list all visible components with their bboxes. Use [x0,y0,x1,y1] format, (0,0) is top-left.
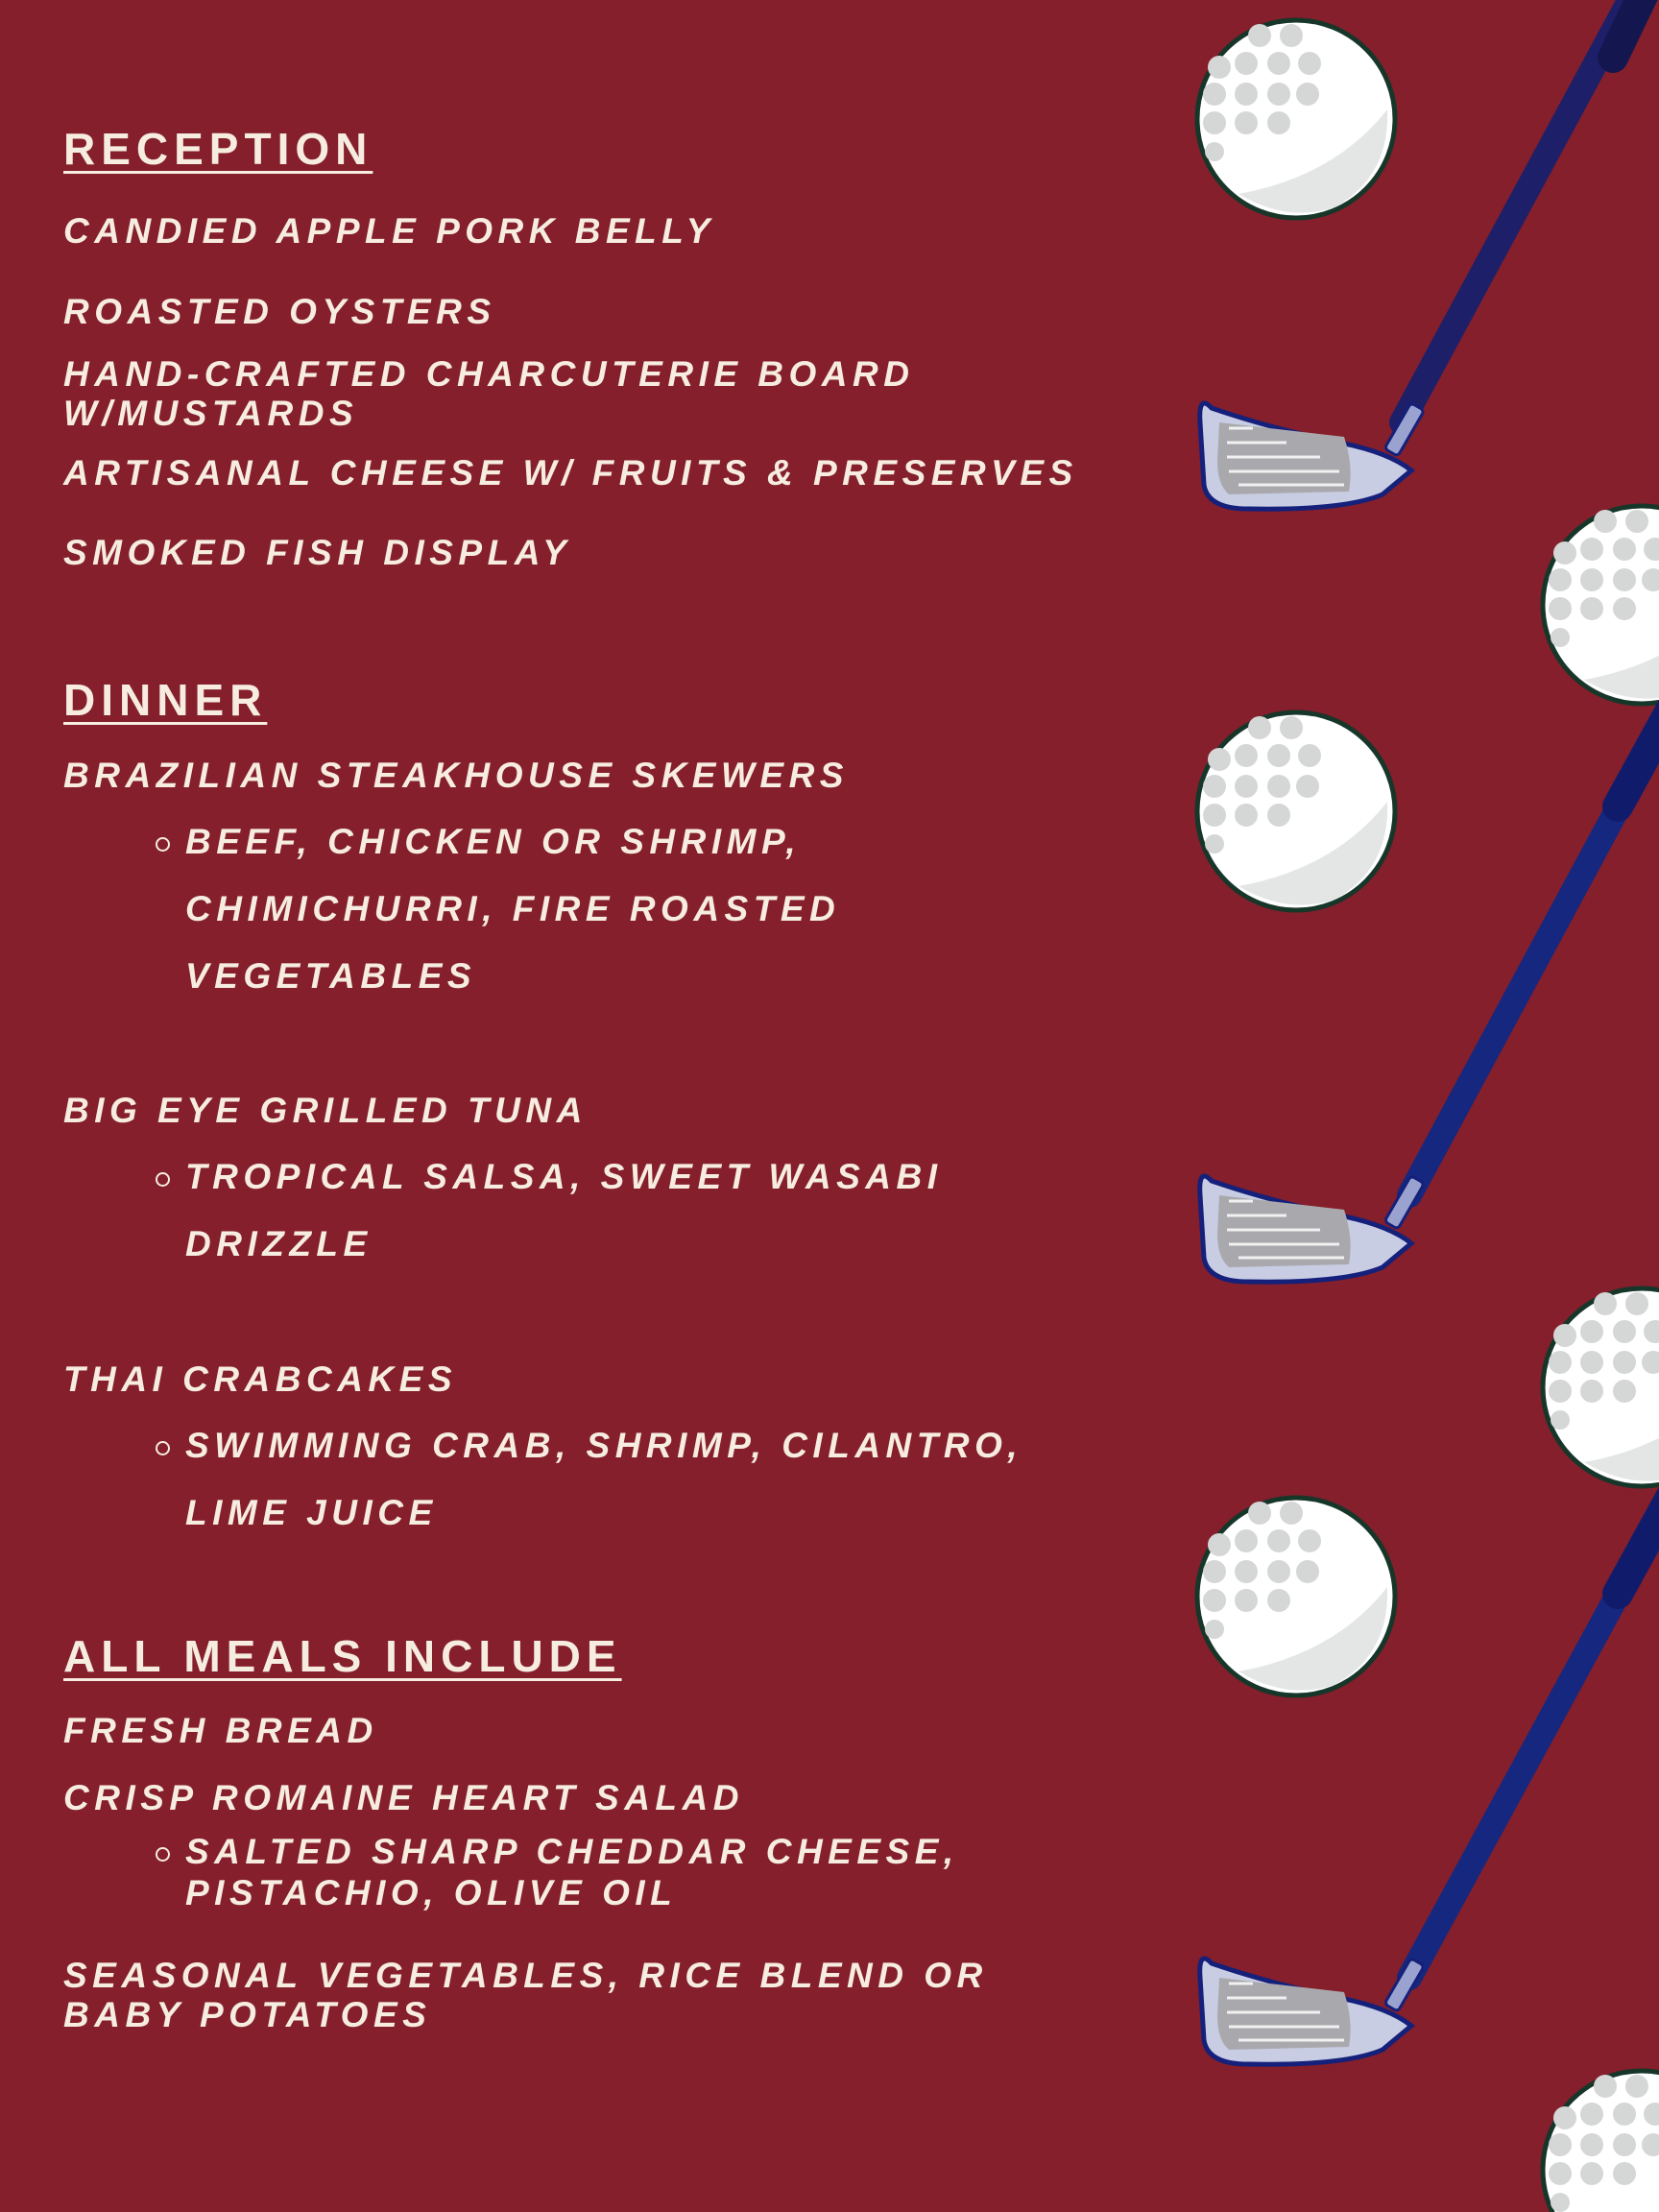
dinner-dish-detail: BEEF, CHICKEN OR SHRIMP, [185,822,802,861]
salad-detail: PISTACHIO, OLIVE OIL [185,1873,678,1912]
dinner-dish-name: BRAZILIAN STEAKHOUSE SKEWERS [63,756,849,795]
reception-item-charcuterie: HAND-CRAFTED CHARCUTERIE BOARD [63,354,915,394]
reception-item-pork-belly: CANDIED APPLE PORK BELLY [63,211,715,251]
all-meals-item-bread: FRESH BREAD [63,1711,378,1750]
reception-item-oysters: ROASTED OYSTERS [63,292,496,331]
golf-ball-icon [1543,2071,1659,2212]
golf-ball-icon [1543,506,1659,704]
bullet-icon [156,1172,170,1187]
all-meals-item-sides-cont: BABY POTATOES [63,1995,432,2034]
golf-ball-icon [1197,20,1395,218]
golf-club-icon [1200,1498,1659,2064]
bullet-icon [156,1441,170,1455]
golf-ball-icon [1543,1288,1659,1486]
dinner-dish-name: BIG EYE GRILLED TUNA [63,1091,588,1130]
dinner-dish-detail: VEGETABLES [185,956,477,996]
bullet-icon [156,1847,170,1862]
reception-item-cheese: ARTISANAL CHEESE W/ FRUITS & PRESERVES [63,453,1078,493]
dinner-dish-detail: SWIMMING CRAB, SHRIMP, CILANTRO, [185,1426,1023,1465]
golf-ball-icon [1197,1498,1395,1695]
dinner-dish-detail: DRIZZLE [185,1224,373,1263]
dinner-dish-name: THAI CRABCAKES [63,1359,457,1399]
dinner-dish-detail: LIME JUICE [185,1493,438,1532]
dinner-dish-detail: TROPICAL SALSA, SWEET WASABI [185,1157,943,1196]
bullet-icon [156,837,170,852]
golf-club-icon [1200,0,1659,509]
reception-heading: RECEPTION [63,124,373,174]
golf-ball-icon [1197,712,1395,910]
all-meals-heading: ALL MEALS INCLUDE [63,1631,622,1681]
dinner-dish-detail: CHIMICHURRI, FIRE ROASTED [185,889,841,928]
all-meals-item-sides: SEASONAL VEGETABLES, RICE BLEND OR [63,1956,988,1995]
golf-club-icon [1200,710,1659,1282]
reception-item-smoked-fish: SMOKED FISH DISPLAY [63,533,572,572]
all-meals-item-salad: CRISP ROMAINE HEART SALAD [63,1778,744,1817]
salad-detail: SALTED SHARP CHEDDAR CHEESE, [185,1832,959,1871]
dinner-heading: DINNER [63,675,268,725]
reception-item-charcuterie-cont: W/MUSTARDS [63,394,359,433]
